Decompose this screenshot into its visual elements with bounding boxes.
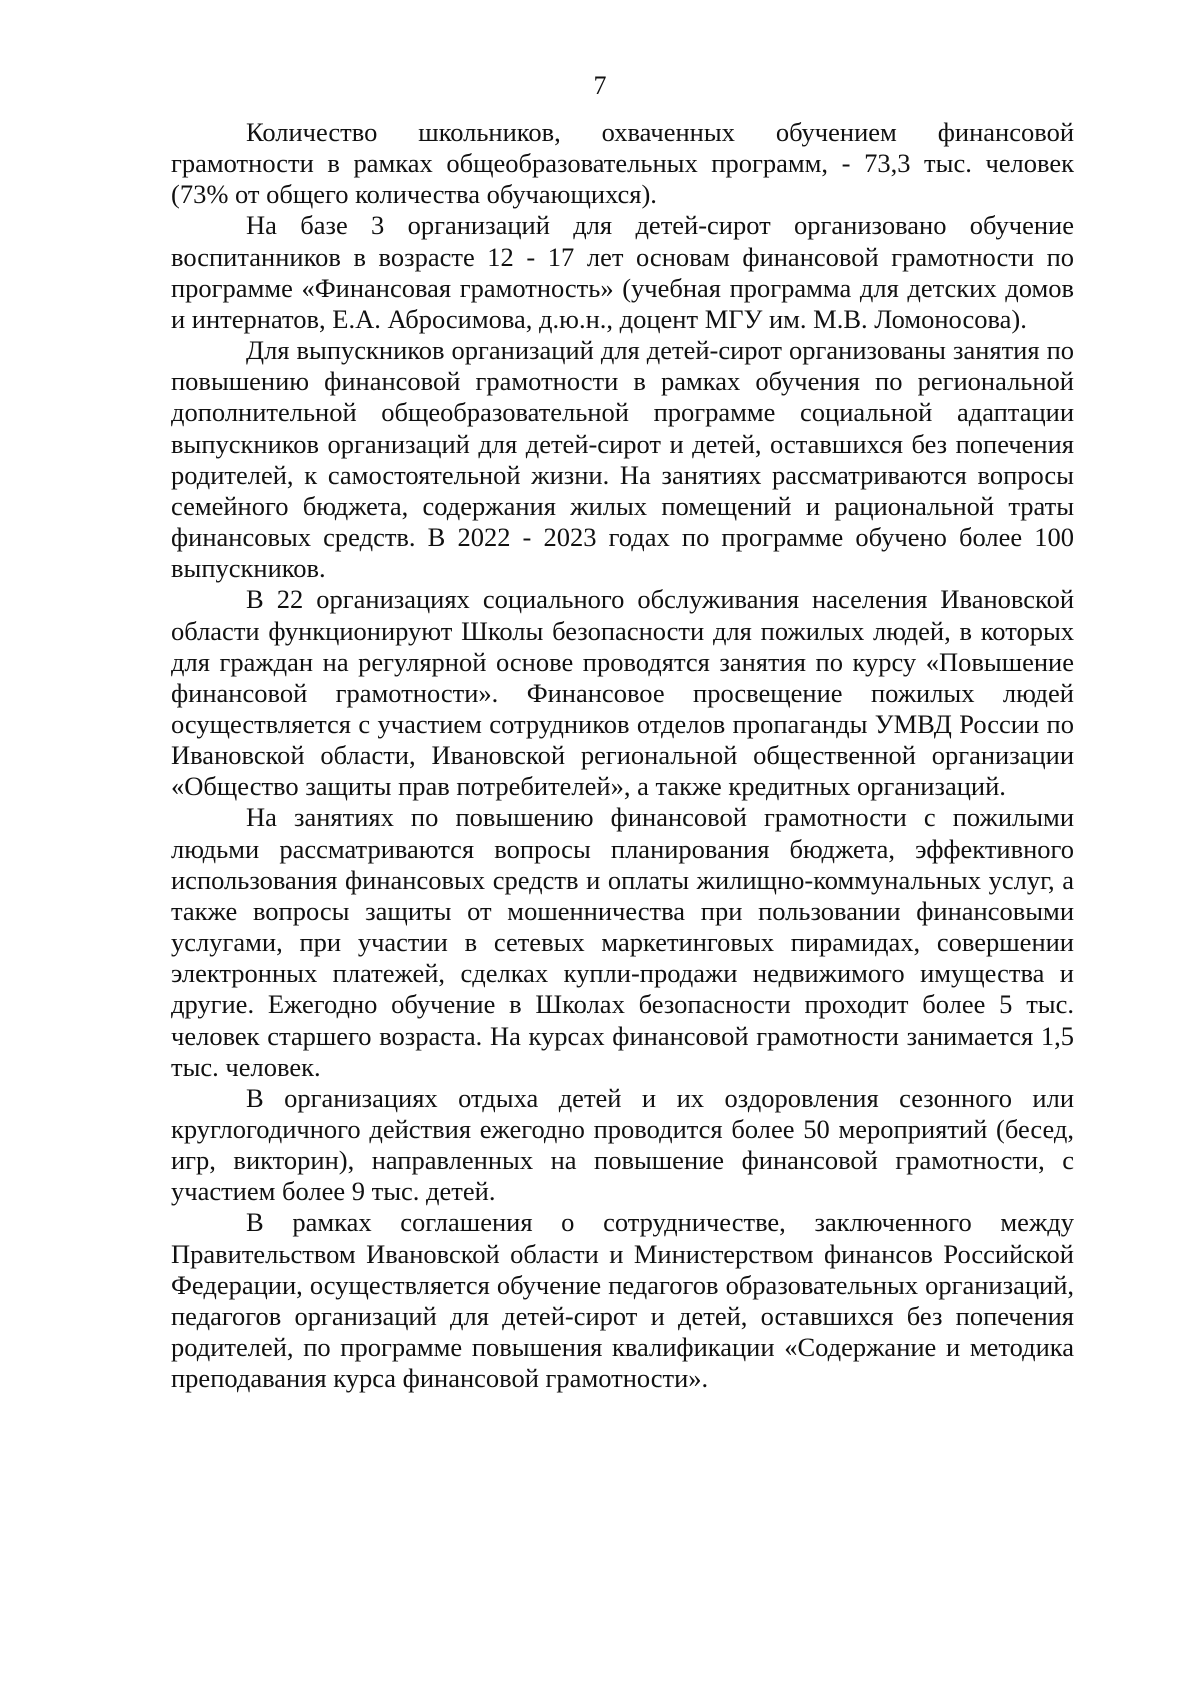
document-body	[171, 117, 1074, 1394]
paragraph-orphan-graduates: Для выпускников организаций для детей-сирот организованы занятия по повышению финансовой грамотности в рамках обучения по региональной дополнительной общеобразовательной программе социальной адаптации выпускников организаций для детей-сирот и детей, оставшихся без попечения родителей, к самостоятельной жизни. На занятиях рассматриваются вопросы семейного бюджета, содержания жилых помещений и рациональной траты финансовых средств. В 2022 - 2023 годах по программе обучено более 100 выпускников.	[171, 335, 1074, 584]
paragraph-schoolchildren: Количество школьников, охваченных обучением финансовой грамотности в рамках общеобразовательных программ, - 73,3 тыс. человек (73% от общего количества обучающихся).	[171, 117, 1074, 210]
page-number: 7	[593, 71, 607, 100]
paragraph-teacher-training: В рамках соглашения о сотрудничестве, заключенного между Правительством Ивановской области и Министерством финансов Российской Федерации, осуществляется обучение педагогов образовательных организаций, педагогов организаций для детей-сирот и детей, оставшихся без попечения родителей, по программе повышения квалификации «Содержание и методика преподавания курса финансовой грамотности».	[171, 1207, 1074, 1394]
paragraph-orphan-organizations: На базе 3 организаций для детей-сирот организовано обучение воспитанников в возрасте 12 - 17 лет основам финансовой грамотности по программе «Финансовая грамотность» (учебная программа для детских домов и интернатов, Е.А. Абросимова, д.ю.н., доцент МГУ им. М.В. Ломоносова).	[171, 210, 1074, 334]
paragraph-elderly-safety-schools: В 22 организациях социального обслуживания населения Ивановской области функционируют Школы безопасности для пожилых людей, в которых для граждан на регулярной основе проводятся занятия по курсу «Повышение финансовой грамотности». Финансовое просвещение пожилых людей осуществляется с участием сотрудников отделов пропаганды УМВД России по Ивановской области, Ивановской региональной общественной организации «Общество защиты прав потребителей», а также кредитных организаций.	[171, 584, 1074, 802]
paragraph-elderly-topics: На занятиях по повышению финансовой грамотности с пожилыми людьми рассматриваются вопросы планирования бюджета, эффективного использования финансовых средств и оплаты жилищно-коммунальных услуг, а также вопросы защиты от мошенничества при пользовании финансовыми услугами, при участии в сетевых маркетинговых пирамидах, совершении электронных платежей, сделках купли-продажи недвижимого имущества и другие. Ежегодно обучение в Школах безопасности проходит более 5 тыс. человек старшего возраста. На курсах финансовой грамотности занимается 1,5 тыс. человек.	[171, 802, 1074, 1082]
paragraph-children-recreation: В организациях отдыха детей и их оздоровления сезонного или круглогодичного действия ежегодно проводится более 50 мероприятий (бесед, игр, викторин), направленных на повышение финансовой грамотности, с участием более 9 тыс. детей.	[171, 1082, 1074, 1207]
